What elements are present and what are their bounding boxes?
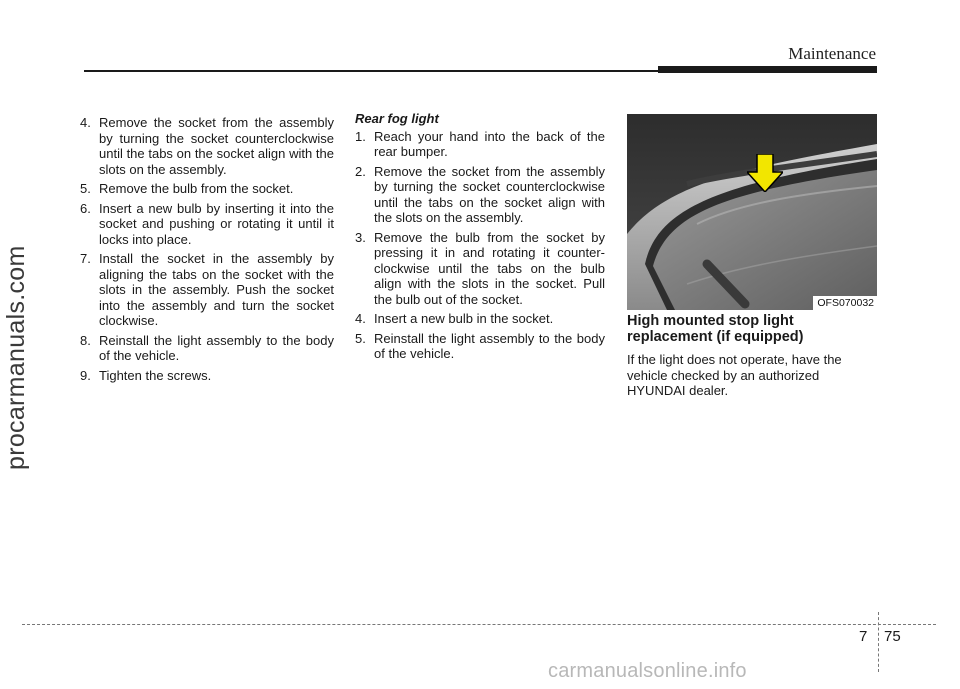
footer-watermark: carmanualsonline.info bbox=[548, 660, 747, 682]
step-item bbox=[80, 251, 334, 329]
step-text: Remove the bulb from the socket. bbox=[99, 181, 294, 196]
step-item bbox=[355, 129, 605, 160]
step-number: 4. bbox=[355, 311, 366, 326]
chapter-number: 7 bbox=[859, 628, 868, 645]
step-text: Remove the socket from the assembly by turning the socket counterclockwise until the tabs on the socket align with the slots on the assembly. bbox=[374, 163, 605, 225]
step-text: Install the socket in the assembly by aligning the tabs on the socket with the slots in the assembly. Push the socket into the assembly and turn the socket clockwise. bbox=[99, 251, 334, 328]
step-item bbox=[80, 181, 334, 197]
step-item bbox=[80, 201, 334, 248]
column-2 bbox=[355, 111, 605, 366]
step-number: 3. bbox=[355, 229, 366, 245]
step-item bbox=[80, 368, 334, 384]
step-item bbox=[80, 333, 334, 364]
car-rear-figure bbox=[627, 114, 877, 310]
step-item bbox=[355, 331, 605, 362]
step-item bbox=[355, 311, 605, 327]
car-rear-illustration bbox=[627, 114, 877, 310]
step-text: Insert a new bulb in the socket. bbox=[374, 311, 554, 326]
step-number: 8. bbox=[80, 332, 91, 348]
step-text: Insert a new bulb by inserting it into the socket and pushing or rotating it until it locks into place. bbox=[99, 200, 334, 247]
footer-dashed-line bbox=[22, 624, 936, 625]
high-mounted-stop-light-paragraph: If the light does not operate, have the vehicle checked by an authorized HYUNDAI dealer. bbox=[627, 352, 842, 398]
step-item bbox=[80, 115, 334, 177]
step-number: 6. bbox=[80, 200, 91, 216]
step-text: Reach your hand into the back of the rear bumper. bbox=[374, 128, 605, 159]
step-item bbox=[355, 164, 605, 226]
step-number: 9. bbox=[80, 367, 91, 383]
footer-dashed-divider bbox=[878, 612, 879, 672]
figure-code: OFS070032 bbox=[813, 296, 877, 310]
step-number: 5. bbox=[80, 181, 91, 196]
step-text: Remove the bulb from the socket by pressing it in and rotating it counter-clockwise until the tabs on the bulb align with the slots in the socket. Pull the bulb out of the socket. bbox=[374, 229, 605, 307]
arrow-icon bbox=[747, 154, 783, 192]
step-text: Reinstall the light assembly to the body of the vehicle. bbox=[374, 330, 605, 361]
header-rule-thick bbox=[658, 66, 877, 73]
rear-fog-light-subheading: Rear fog light bbox=[355, 111, 439, 126]
step-number: 4. bbox=[80, 115, 91, 130]
step-text: Remove the socket from the assembly by turning the socket counterclockwise until the tabs on the socket align with the slots on the assembly. bbox=[99, 115, 334, 177]
step-number: 7. bbox=[80, 251, 91, 266]
step-text: Reinstall the light assembly to the body of the vehicle. bbox=[99, 332, 334, 363]
step-item bbox=[355, 230, 605, 308]
header-rule-thin bbox=[84, 70, 664, 72]
step-number: 1. bbox=[355, 128, 366, 144]
section-title: Maintenance bbox=[788, 44, 876, 63]
page-number: 75 bbox=[884, 628, 901, 645]
step-number: 5. bbox=[355, 330, 366, 346]
step-text: Tighten the screws. bbox=[99, 367, 212, 383]
step-number: 2. bbox=[355, 163, 366, 179]
high-mounted-stop-light-heading: High mounted stop light replacement (if equipped) bbox=[627, 313, 804, 345]
column-3 bbox=[627, 313, 877, 399]
column-1 bbox=[80, 115, 334, 387]
side-watermark: procarmanuals.com bbox=[2, 245, 30, 470]
